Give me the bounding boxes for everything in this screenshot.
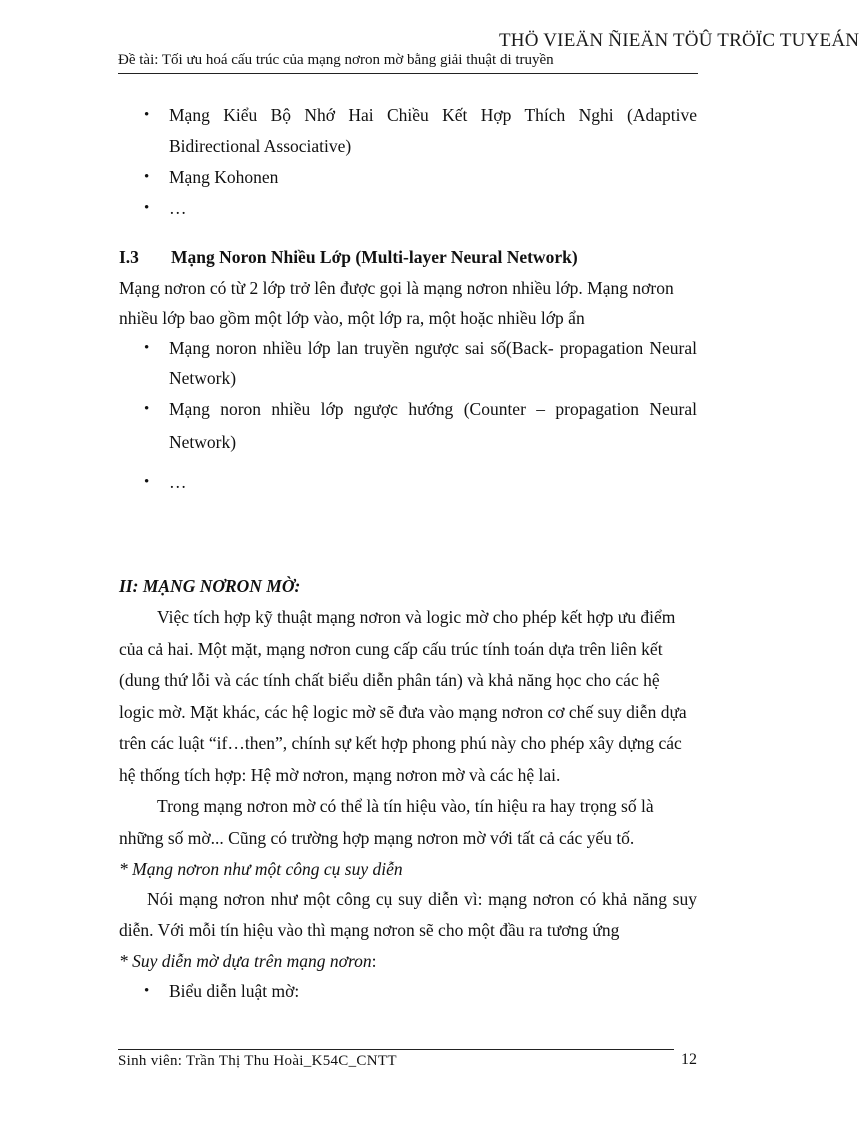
list-item-text: Mạng noron nhiều lớp ngược hướng (Counter – propagation Neural Network) — [169, 399, 697, 452]
section-ii-paragraph: Trong mạng nơron mờ có thể là tín hiệu vào, tín hiệu ra hay trọng số là những số mờ... Cũng có trường hợp mạng nơron mờ với tất cả các yếu tố. — [119, 796, 654, 848]
page-number: 12 — [681, 1051, 697, 1068]
page-content — [119, 100, 697, 1007]
bullet-icon: • — [144, 200, 150, 216]
bullet-icon: • — [144, 169, 150, 185]
subheading-inference-tool: * Mạng nơron như một công cụ suy diễn — [119, 859, 403, 879]
subheading-fuzzy-inference — [119, 946, 697, 976]
list-item-text: … — [169, 198, 187, 218]
list-item-text: Mạng noron nhiều lớp lan truyền ngược sai số(Back- propagation Neural Network) — [169, 338, 697, 388]
list-item — [119, 100, 697, 162]
bullet-icon: • — [144, 983, 150, 999]
section-heading-i3 — [119, 242, 697, 273]
subheading-colon: : — [371, 951, 377, 971]
bullet-icon: • — [144, 474, 150, 490]
section-ii-paragraph: Việc tích hợp kỹ thuật mạng nơron và logic mờ cho phép kết hợp ưu điểm của cả hai. Một mặt, mạng nơron cung cấp cấu trúc tính toán dựa trên liên kết (dung thứ lỗi và các tính chất biểu diễn phân tán) và khả năng học cho các hệ logic mờ. Mặt khác, các hệ logic mờ sẽ đưa vào mạng nơron cơ chế suy diễn dựa trên các luật “if…then”, chính sự kết hợp phong phú này cho phép xây dựng các hệ thống tích hợp: Hệ mờ nơron, mạng nơron mờ và các hệ lai. — [119, 607, 687, 785]
list-item — [119, 162, 697, 193]
section-heading-ii: II: MẠNG NƠRON MỜ: — [119, 576, 301, 596]
list-item — [119, 467, 697, 497]
bullet-icon: • — [144, 107, 150, 123]
library-watermark: THÖ VIEÄN ÑIEÄN TÖÛ TRÖÏC TUYEÁN — [499, 30, 859, 51]
section-title: Mạng Noron Nhiều Lớp (Multi-layer Neural Network) — [171, 247, 578, 267]
header-divider — [118, 73, 698, 74]
section-i3-intro: Mạng nơron có từ 2 lớp trở lên được gọi là mạng nơron nhiều lớp. Mạng nơron nhiều lớp bao gồm một lớp vào, một lớp ra, một hoặc nhiều lớp ẩn — [119, 278, 674, 328]
list-item — [119, 193, 697, 224]
bullet-list-multilayer — [119, 333, 697, 497]
bullet-icon: • — [144, 401, 150, 417]
subheading-text: * Suy diễn mờ dựa trên mạng nơron — [119, 951, 372, 971]
section-number: I.3 — [119, 247, 139, 267]
list-item-text: Mạng Kohonen — [169, 167, 279, 187]
header-title: Đề tài: Tối ưu hoá cấu trúc của mạng nơron mờ bằng giải thuật di truyền — [118, 52, 554, 68]
bullet-list-network-types — [119, 100, 697, 224]
bullet-icon: • — [144, 340, 150, 356]
list-item-text: Biểu diễn luật mờ: — [169, 981, 300, 1001]
footer-divider — [118, 1049, 674, 1050]
list-item — [119, 976, 697, 1007]
list-item-text: … — [169, 472, 187, 492]
bullet-list-fuzzy-rules — [119, 976, 697, 1007]
list-item — [119, 393, 697, 459]
list-item — [119, 333, 697, 393]
list-item-text: Mạng Kiểu Bộ Nhớ Hai Chiều Kết Hợp Thích Nghi (Adaptive Bidirectional Associative) — [169, 105, 697, 156]
section-ii-paragraph: Nói mạng nơron như một công cụ suy diễn vì: mạng nơron có khả năng suy diễn. Với mỗi tín hiệu vào thì mạng nơron sẽ cho một đầu ra tương ứng — [119, 889, 697, 940]
footer-student: Sinh viên: Trần Thị Thu Hoài_K54C_CNTT — [118, 1053, 397, 1069]
